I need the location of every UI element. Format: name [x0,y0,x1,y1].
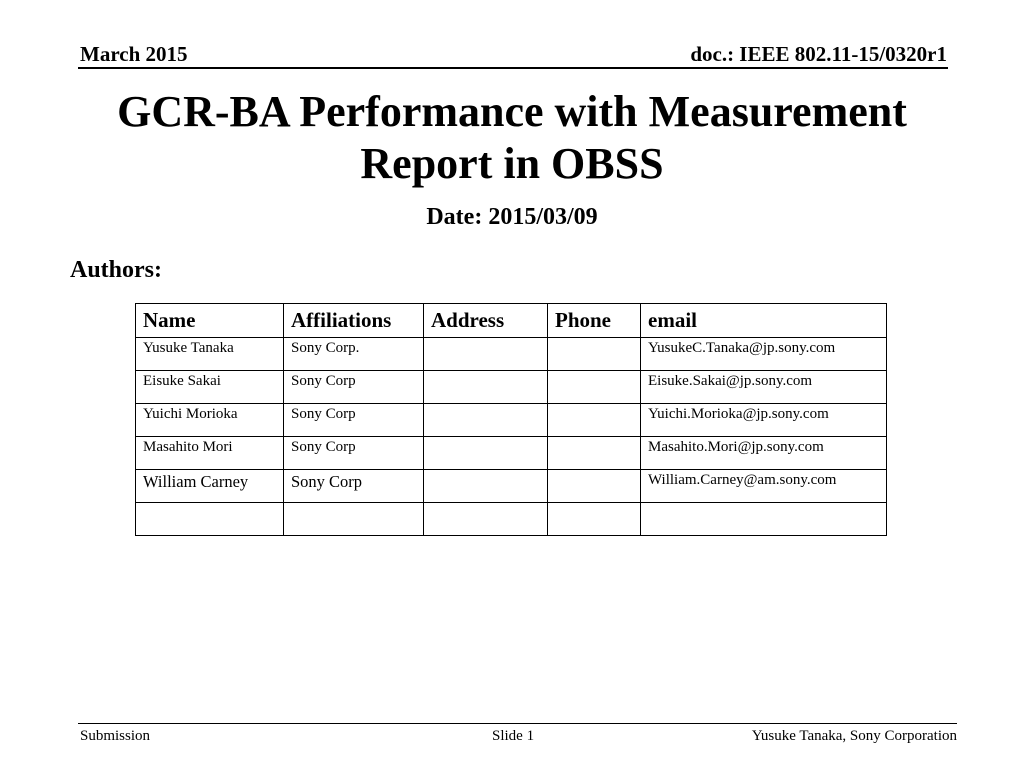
slide-title [60,86,964,190]
author-phone [548,437,641,470]
author-email: Masahito.Mori@jp.sony.com [641,437,887,470]
authors-heading: Authors: [70,257,163,283]
author-address [424,503,548,536]
author-affiliation: Sony Corp. [284,338,424,371]
author-email: William.Carney@am.sony.com [641,470,887,503]
table-row [136,371,887,404]
column-header-name: Name [136,304,284,338]
table-header-row [136,304,887,338]
header-divider [78,67,948,69]
title-line-1: GCR-BA Performance with Measurement [117,87,907,136]
author-name: Masahito Mori [136,437,284,470]
column-header-email: email [641,304,887,338]
title-line-2: Report in OBSS [360,139,664,188]
author-affiliation [284,503,424,536]
author-email: Yuichi.Morioka@jp.sony.com [641,404,887,437]
author-name: Eisuke Sakai [136,371,284,404]
table-row [136,437,887,470]
author-affiliation: Sony Corp [284,371,424,404]
table-row-empty [136,503,887,536]
authors-table [135,303,887,536]
author-address [424,404,548,437]
footer-author: Yusuke Tanaka, Sony Corporation [751,728,957,744]
author-address [424,338,548,371]
author-phone [548,338,641,371]
author-name: Yusuke Tanaka [136,338,284,371]
slide-number: Slide 1 [492,728,535,744]
author-affiliation: Sony Corp [284,437,424,470]
table-row [136,338,887,371]
author-address [424,470,548,503]
author-name: Yuichi Morioka [136,404,284,437]
author-address [424,437,548,470]
author-affiliation: Sony Corp [284,470,424,503]
table-row [136,404,887,437]
footer-submission: Submission [80,728,151,744]
column-header-address: Address [424,304,548,338]
table-row [136,470,887,503]
column-header-phone: Phone [548,304,641,338]
column-header-affiliations: Affiliations [284,304,424,338]
author-email: Eisuke.Sakai@jp.sony.com [641,371,887,404]
date-line: Date: 2015/03/09 [426,204,598,230]
author-email [641,503,887,536]
author-affiliation: Sony Corp [284,404,424,437]
author-phone [548,503,641,536]
author-name [136,503,284,536]
author-phone [548,404,641,437]
author-phone [548,470,641,503]
footer-divider [78,723,957,724]
author-email: YusukeC.Tanaka@jp.sony.com [641,338,887,371]
author-address [424,371,548,404]
author-phone [548,371,641,404]
document-id: doc.: IEEE 802.11-15/0320r1 [690,42,947,66]
author-name: William Carney [136,470,284,503]
header-date: March 2015 [80,42,188,66]
